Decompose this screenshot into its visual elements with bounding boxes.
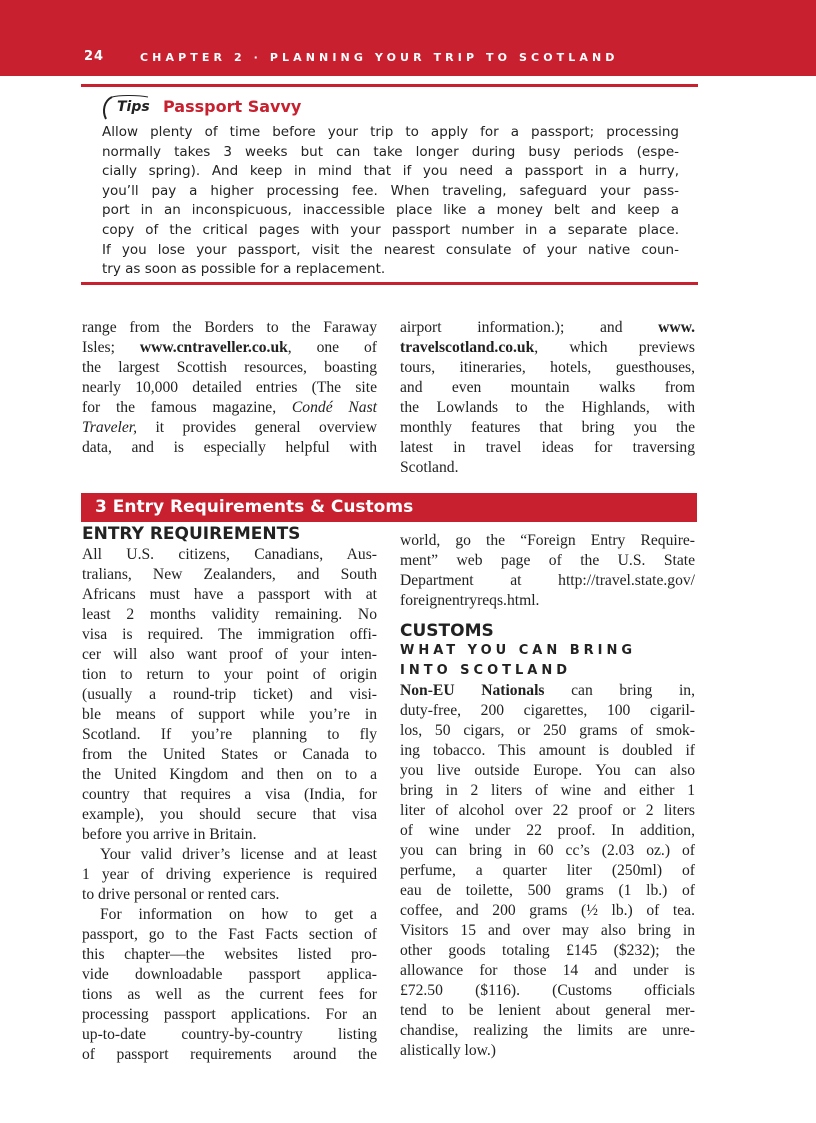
- body-line: Traveler, it provides general overview: [82, 419, 377, 436]
- body-line: monthly features that bring you the: [400, 419, 695, 436]
- body-line: processing passport applications. For an: [82, 1006, 377, 1023]
- body-line: least 2 months validity remaining. No: [82, 606, 377, 623]
- body-line: to drive personal or rented cars.: [82, 886, 280, 903]
- section-title: 3 Entry Requirements & Customs: [95, 497, 414, 517]
- body-line: and even mountain walks from: [400, 379, 695, 396]
- body-line: For information on how to get a: [100, 906, 377, 923]
- body-line: Scotland.: [400, 459, 459, 476]
- body-line: Visitors 15 and over may also bring in: [400, 922, 695, 939]
- body-line: duty-free, 200 cigarettes, 100 cigaril-: [400, 702, 695, 719]
- tip-bottom-rule: [81, 282, 698, 285]
- body-line: Scotland. If you’re planning to fly: [82, 726, 377, 743]
- tip-title: Passport Savvy: [163, 97, 302, 116]
- body-line: Isles; www.cntraveller.co.uk, one of: [82, 339, 377, 356]
- tip-line: you’ll pay a higher processing fee. When traveling, safeguard your pass-: [102, 182, 679, 199]
- body-line: passport, go to the Fast Facts section of: [82, 926, 377, 943]
- body-line: other goods totaling £145 ($232); the: [400, 942, 695, 959]
- body-line: vide downloadable passport applica-: [82, 966, 377, 983]
- body-line: tion to return to your point of origin: [82, 666, 377, 683]
- body-line: tralians, New Zealanders, and South: [82, 566, 377, 583]
- body-line: ble means of support while you’re in: [82, 706, 377, 723]
- body-line: from the United States or Canada to: [82, 746, 377, 763]
- tip-line: normally takes 3 weeks but can take longer during busy periods (espe-: [102, 143, 679, 160]
- top-right-column: [400, 318, 695, 478]
- body-line: ing tobacco. This amount is doubled if: [400, 742, 695, 759]
- top-left-column: [82, 318, 377, 458]
- tip-line: cially spring). And keep in mind that if you need a passport in a hurry,: [102, 163, 679, 180]
- tip-box: [81, 84, 698, 280]
- body-line: foreignentryreqs.html.: [400, 592, 540, 609]
- body-line: 1 year of driving experience is required: [82, 866, 377, 883]
- body-line: Department at http://travel.state.gov/: [400, 572, 695, 589]
- tip-line: try as soon as possible for a replacement.: [102, 261, 386, 278]
- body-line: coffee, and 200 grams (½ lb.) of tea.: [400, 902, 695, 919]
- body-line: world, go the “Foreign Entry Require-: [400, 532, 695, 549]
- body-line: All U.S. citizens, Canadians, Aus-: [82, 546, 377, 563]
- body-line: tions as well as the current fees for: [82, 986, 377, 1003]
- cntraveller-link[interactable]: www.cntraveller.co.uk: [139, 339, 288, 356]
- body-line: this chapter—the websites listed pro-: [82, 946, 377, 963]
- tip-line: copy of the critical pages with your passport number in a separate place.: [102, 221, 679, 238]
- travelscotland-link[interactable]: travelscotland.co.uk: [400, 339, 535, 356]
- body-line: alistically low.): [400, 1042, 496, 1059]
- body-line: data, and is especially helpful with: [82, 439, 377, 456]
- body-line: for the famous magazine, Condé Nast: [82, 399, 377, 416]
- tip-line: If you lose your passport, visit the nearest consulate of your native coun-: [102, 241, 679, 258]
- body-line: eau de toilette, 500 grams (1 lb.) of: [400, 882, 695, 899]
- customs-subheading: WHAT YOU CAN BRING: [400, 643, 637, 658]
- body-line: before you arrive in Britain.: [82, 826, 257, 843]
- body-line: nearly 10,000 detailed entries (The site: [82, 379, 377, 396]
- entry-requirements-column: [82, 523, 377, 1065]
- body-line: bring in 2 liters of wine and either 1: [400, 782, 695, 799]
- body-line: the United Kingdom and then on to a: [82, 766, 377, 783]
- body-line: (usually a round-trip ticket) and visi-: [82, 686, 377, 703]
- tip-line: Allow plenty of time before your trip to apply for a passport; processing: [102, 124, 679, 140]
- body-line: the Lowlands to the Highlands, with: [400, 399, 695, 416]
- body-line: tend to be lenient about general mer-: [400, 1002, 695, 1019]
- entry-requirements-heading: ENTRY REQUIREMENTS: [82, 524, 301, 544]
- tips-icon-label: Tips: [117, 99, 150, 115]
- body-line: Non-EU Nationals can bring in,: [400, 682, 695, 699]
- body-line: up-to-date country-by-country listing: [82, 1026, 377, 1043]
- body-line: of passport requirements around the: [82, 1046, 377, 1063]
- body-line: perfume, a quarter liter (250ml) of: [400, 862, 695, 879]
- body-line: travelscotland.co.uk, which previews: [400, 339, 695, 356]
- travelscotland-link-start[interactable]: www.: [658, 319, 695, 336]
- tip-body: [102, 123, 679, 280]
- body-line: ment” web page of the U.S. State: [400, 552, 695, 569]
- body-line: the largest Scottish resources, boasting: [82, 359, 377, 376]
- body-line: you can bring in 60 cc’s (2.03 oz.) of: [400, 842, 695, 859]
- body-line: latest in travel ideas for traversing: [400, 439, 695, 456]
- body-line: country that requires a visa (India, for: [82, 786, 377, 803]
- body-line: £72.50 ($116). (Customs officials: [400, 982, 695, 999]
- tip-line: port in an inconspicuous, inaccessible place like a money belt and keep a: [102, 202, 679, 219]
- body-line: range from the Borders to the Faraway: [82, 319, 377, 336]
- section-heading-bar: [81, 493, 697, 522]
- page-number: 24: [84, 49, 105, 64]
- body-line: airport information.); and www.: [400, 319, 695, 336]
- body-line: allowance for those 14 and under is: [400, 962, 695, 979]
- page-header: [0, 0, 816, 76]
- tip-header: [81, 87, 698, 123]
- body-line: tours, itineraries, hotels, guesthouses,: [400, 359, 695, 376]
- chapter-running-title: CHAPTER 2 · PLANNING YOUR TRIP TO SCOTLAND: [140, 51, 619, 64]
- body-line: example), you should secure that visa: [82, 806, 377, 823]
- body-line: chandise, realizing the limits are unre-: [400, 1022, 695, 1039]
- customs-subheading: INTO SCOTLAND: [400, 663, 571, 678]
- body-line: you live outside Europe. You can also: [400, 762, 695, 779]
- body-line: liter of alcohol over 22 proof or 2 liters: [400, 802, 695, 819]
- body-line: los, 50 cigars, or 250 grams of smok-: [400, 722, 695, 739]
- body-line: visa is required. The immigration offi-: [82, 626, 377, 643]
- body-line: Africans must have a passport with at: [82, 586, 377, 603]
- body-line: Your valid driver’s license and at least: [100, 846, 377, 863]
- customs-heading: CUSTOMS: [400, 621, 494, 641]
- body-line: of wine under 22 proof. In addition,: [400, 822, 695, 839]
- body-line: cer will also want proof of your inten-: [82, 646, 377, 663]
- customs-column: [400, 531, 695, 1061]
